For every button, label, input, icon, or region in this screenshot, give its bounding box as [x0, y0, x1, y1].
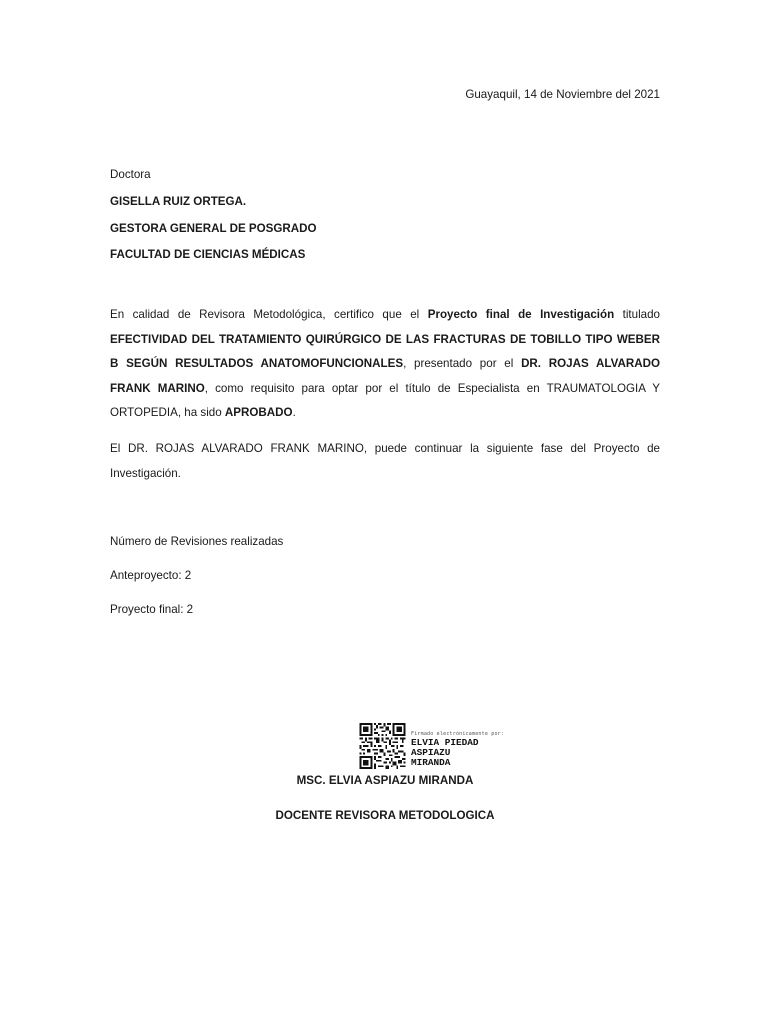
paragraph-text: , como requisito para optar por el título de Especialista en TRAUMATOLOGIA Y ORTOPEDIA, ha sido	[110, 381, 661, 419]
signer-line: ELVIA PIEDAD	[411, 737, 479, 748]
project-type: Proyecto final de Investigación	[427, 308, 615, 321]
recipient-role: GESTORA GENERAL DE POSGRADO	[110, 222, 317, 235]
digital-signature	[411, 738, 479, 768]
recipient-salutation: Doctora	[110, 168, 151, 181]
qr-code-icon	[359, 723, 406, 769]
signer-line: ASPIAZU	[411, 747, 451, 758]
revisions-proyecto-final: Proyecto final: 2	[110, 603, 194, 616]
recipient-name: GISELLA RUIZ ORTEGA.	[110, 195, 247, 208]
paragraph-text: .	[292, 406, 296, 419]
author-name: DR. ROJAS ALVARADO FRANK MARINO	[110, 357, 660, 395]
signer-name: MSC. ELVIA ASPIAZU MIRANDA	[296, 774, 474, 787]
paragraph-text: titulado	[614, 308, 660, 321]
project-title: EFECTIVIDAD DEL TRATAMIENTO QUIRÚRGICO DE LAS FRACTURAS DE TOBILLO TIPO WEBER B SEGÚN RESULTADOS ANATOMOFUNCIONALES	[110, 332, 660, 370]
signer-title: DOCENTE REVISORA METODOLOGICA	[275, 809, 495, 822]
signature-label: Firmado electrónicamente por:	[411, 731, 505, 737]
signer-line: MIRANDA	[411, 757, 451, 768]
revisions-heading: Número de Revisiones realizadas	[110, 535, 284, 548]
paragraph-text: En calidad de Revisora Metodológica, certifico que el	[110, 308, 428, 321]
letter-date: Guayaquil, 14 de Noviembre del 2021	[465, 88, 660, 101]
approval-status: APROBADO	[224, 406, 293, 419]
continuation-paragraph: El DR. ROJAS ALVARADO FRANK MARINO, puede continuar la siguiente fase del Proyecto de Investigación.	[110, 442, 660, 480]
certification-paragraph	[110, 303, 660, 426]
recipient-faculty: FACULTAD DE CIENCIAS MÉDICAS	[110, 248, 306, 261]
paragraph-text: , presentado por el	[403, 357, 522, 370]
revisions-anteproyecto: Anteproyecto: 2	[110, 569, 192, 582]
